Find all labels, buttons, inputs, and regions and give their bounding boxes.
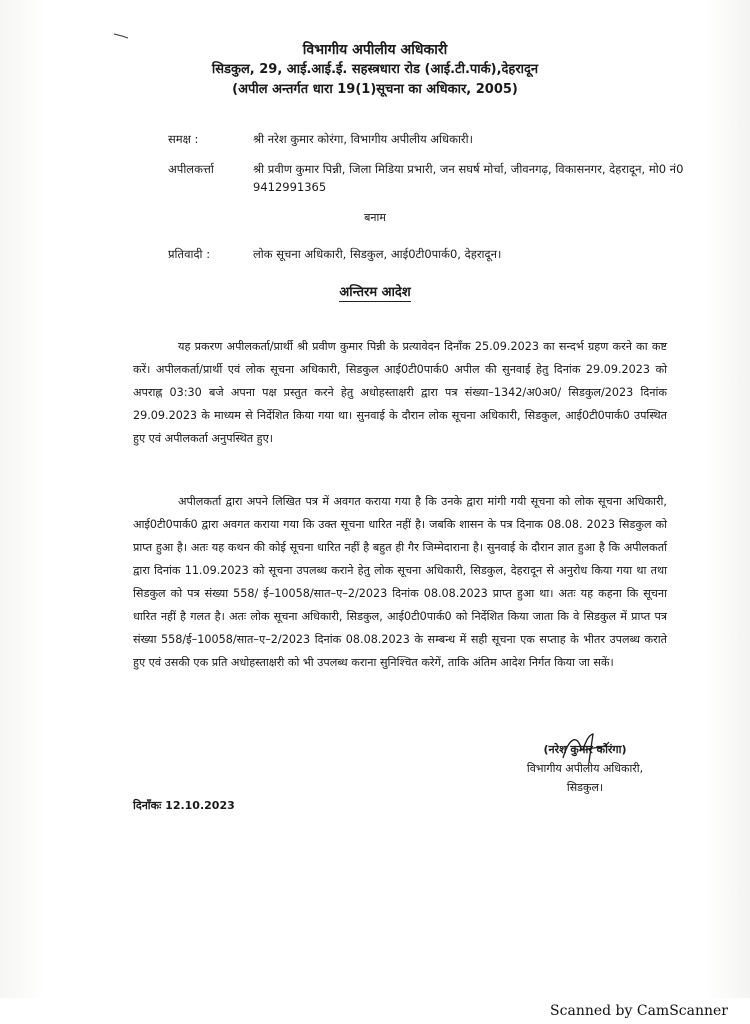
appellant-value: श्री प्रवीण कुमार पिन्नी, जिला मिडिया प्रभारी, जन सघर्ष मोर्चा, जीवनगढ़, विकासनगर, देहरादून, मो0 नं0 9412991365	[253, 162, 684, 194]
pen-mark-icon	[113, 33, 129, 39]
order-title	[0, 282, 750, 300]
date-label: दिनाँकः	[133, 799, 162, 812]
scanner-footer	[0, 998, 750, 1024]
signature-block	[505, 740, 665, 797]
letterhead	[0, 40, 750, 100]
order-paragraph-1: यह प्रकरण अपीलकर्ता/प्रार्थी श्री प्रवीण कुमार पिन्नी के प्रत्यावेदन दिनाँक 25.09.2023 का सन्दर्भ ग्रहण करने का कष्ट करें। अपीलकर्ता/प्रार्थी एवं लोक सूचना अधिकारी, सिडकुल आई0टी0पार्क0 अपील की सुनवाई हेतु दिनांक 29.09.2023 को अपराह्न 03:30 बजे अपना पक्ष प्रस्तुत करने हेतु अधोहस्ताक्षरी द्वारा पत्र संख्या–1342/अ0अ0/ सिडकुल/2023 दिनांक 29.09.2023 के माध्यम से निर्देशित किया गया था। सुनवाई के दौरान लोक सूचना अधिकारी, सिडकुल, आई0टी0पार्क0 उपस्थित हुए एवं अपीलकर्ता अनुपस्थित हुए।	[133, 340, 667, 445]
scanner-watermark: Scanned by CamScanner	[550, 1003, 728, 1019]
samaksh-value: श्री नरेश कुमार कोरंगा, विभागीय अपीलीय अधिकारी।	[253, 132, 473, 146]
samaksh-label: समक्ष :	[168, 132, 199, 146]
act-reference: (अपील अन्तर्गत धारा 19(1)सूचना का अधिकार, 2005)	[232, 82, 518, 97]
signatory-org: सिडकुल।	[566, 781, 604, 794]
order-title-text: अन्तिरम आदेश	[339, 285, 411, 300]
office-address: सिडकुल, 29, आई.आई.ई. सहस्त्रधारा रोड (आई.टी.पार्क),देहरादून	[211, 62, 539, 77]
signatory-designation: विभागीय अपीलीय अधिकारी,	[526, 762, 644, 775]
respondent-label: प्रतिवादी :	[168, 247, 211, 261]
date-value: 12.10.2023	[165, 799, 235, 812]
respondent-value: लोक सूचना अधिकारी, सिडकुल, आई0टी0पार्क0, देहरादून।	[253, 247, 502, 261]
order-paragraph-2: अपीलकर्ता द्वारा अपने लिखित पत्र में अवगत कराया गया है कि उनके द्वारा मांगी गयी सूचना को लोक सूचना अधिकारी, आई0टी0पार्क0 द्वारा अवगत कराया गया कि उक्त सूचना धारित नहीं है। जबकि शासन के पत्र दिनाक 08.08. 2023 सिडकुल को प्राप्त हुआ है। अतः यह कथन की कोई सूचना धारित नहीं है बहुत ही गैर जिम्मेदाराना है। सुनवाई के दौरान ज्ञात हुआ है कि अपीलकर्ता द्वारा दिनांक 11.09.2023 को सूचना उपलब्ध कराने हेतु लोक सूचना अधिकारी, सिडकुल, देहरादून से अनुरोध किया गया था तथा सिडकुल को पत्र संख्या 558/ ई–10058/सात–ए–2/2023 दिनांक 08.08.2023 प्राप्त हुआ था। अतः यह कहना कि सूचना धारित नहीं है गलत है। अतः लोक सूचना अधिकारी, सिडकुल, आई0टी0पार्क0 को निर्देशित किया जाता कि वे सिडकुल में प्राप्त पत्र संख्या 558/ई–10058/सात–ए–2/2023 दिनांक 08.08.2023 के सम्बन्ध में सही सूचना एक सप्ताह के भीतर उपलब्ध कराते हुए एवं उसकी एक प्रति अधोहस्ताक्षरी को भी उपलब्ध कराना सुनिश्चित करेगें, ताकि अंतिम आदेश निर्गत किया जा सकें।	[133, 495, 667, 669]
signatory-name: (नरेश कुमार कोरंगा)	[543, 743, 627, 756]
versus-text: बनाम	[364, 211, 386, 224]
appellant-label: अपीलकर्त्ता	[168, 162, 214, 176]
order-date	[133, 798, 235, 813]
office-title: विभागीय अपीलीय अधिकारी	[302, 42, 448, 58]
